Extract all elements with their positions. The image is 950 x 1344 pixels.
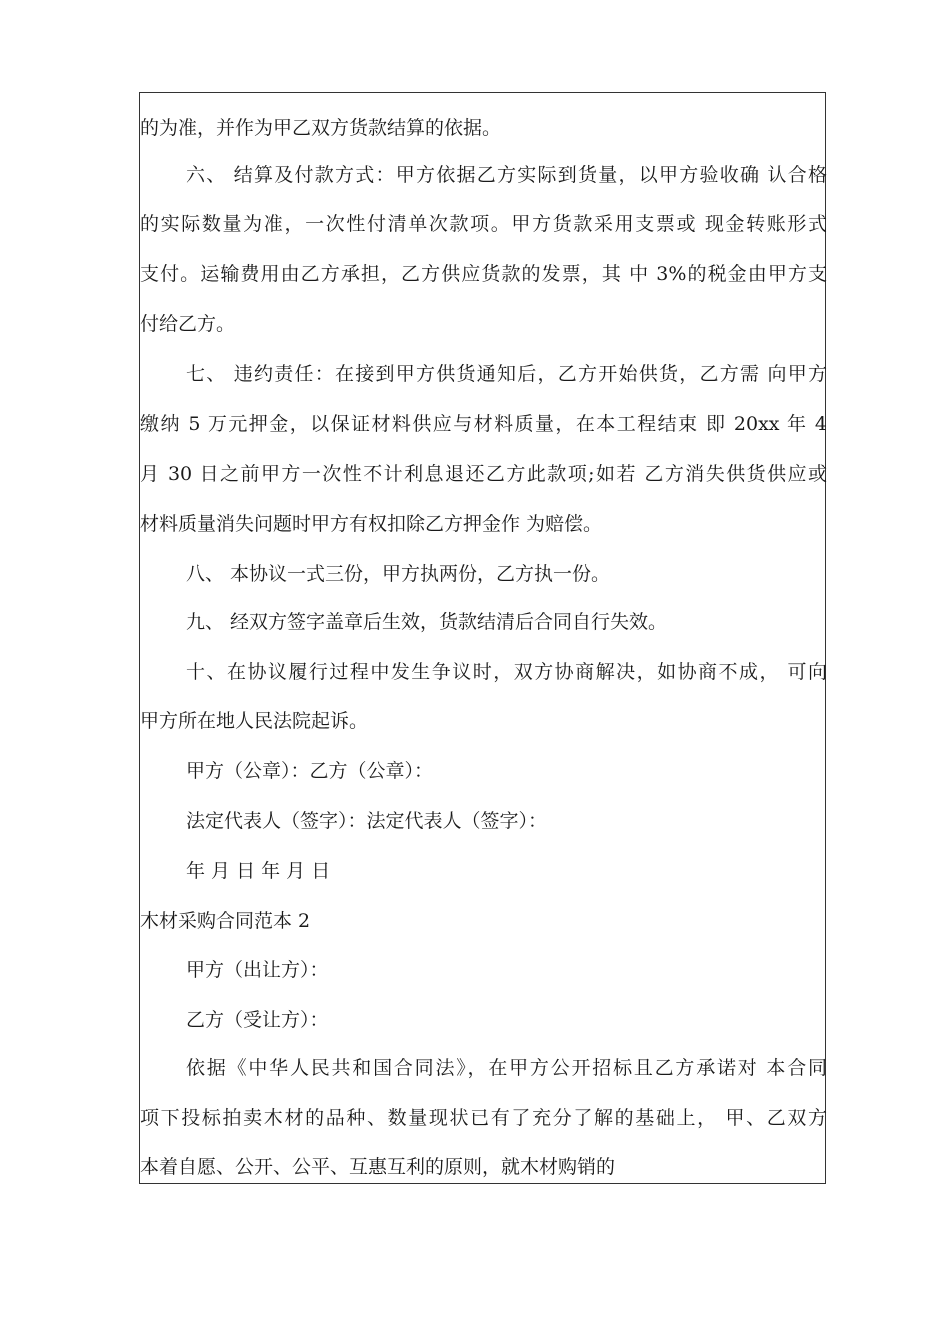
- text-line-7: 缴纳 5 万元押金，以保证材料供应与材料质量，在本工程结束 即 20xx 年 4: [140, 413, 827, 435]
- text-line-5: 付给乙方。: [140, 313, 236, 335]
- party-b-line: 乙方（受让方）：: [186, 1009, 329, 1031]
- text-line-4: 支付。运输费用由乙方承担，乙方供应货款的发票，其 中 3%的税金由甲方支: [140, 263, 827, 285]
- party-a-line: 甲方（出让方）：: [186, 959, 329, 981]
- text-line-2: 六、 结算及付款方式：甲方依据乙方实际到货量，以甲方验收确 认合格: [186, 164, 827, 186]
- section-title: 木材采购合同范本 2: [140, 910, 311, 932]
- text-line-8: 月 30 日之前甲方一次性不计利息退还乙方此款项;如若 乙方消失供货供应或: [140, 463, 827, 485]
- text-line-21: 项下投标拍卖木材的品种、数量现状已有了充分了解的基础上， 甲、乙双方: [140, 1107, 827, 1129]
- text-line-13: 甲方所在地人民法院起诉。: [140, 710, 369, 732]
- text-line-1: 的为准，并作为甲乙双方货款结算的依据。: [140, 117, 502, 139]
- text-line-9: 材料质量消失问题时甲方有权扣除乙方押金作 为赔偿。: [140, 513, 603, 535]
- text-line-12: 十、在协议履行过程中发生争议时，双方协商解决，如协商不成， 可向: [186, 661, 827, 683]
- text-line-10: 八、 本协议一式三份，甲方执两份，乙方执一份。: [186, 563, 611, 585]
- signature-representative-line: 法定代表人（签字）：法定代表人（签字）：: [186, 810, 548, 832]
- text-line-20: 依据《中华人民共和国合同法》，在甲方公开招标且乙方承诺对 本合同: [186, 1057, 827, 1079]
- signature-date-line: 年 月 日 年 月 日: [186, 860, 331, 882]
- document-frame: [139, 92, 826, 1184]
- text-line-22: 本着自愿、公开、公平、互惠互利的原则，就木材购销的: [140, 1156, 616, 1178]
- text-line-3: 的实际数量为准，一次性付清单次款项。甲方货款采用支票或 现金转账形式: [140, 213, 827, 235]
- text-line-6: 七、 违约责任：在接到甲方供货通知后，乙方开始供货，乙方需 向甲方: [186, 363, 827, 385]
- text-line-11: 九、 经双方签字盖章后生效，货款结清后合同自行失效。: [186, 611, 668, 633]
- signature-seal-line: 甲方（公章）：乙方（公章）：: [186, 760, 434, 782]
